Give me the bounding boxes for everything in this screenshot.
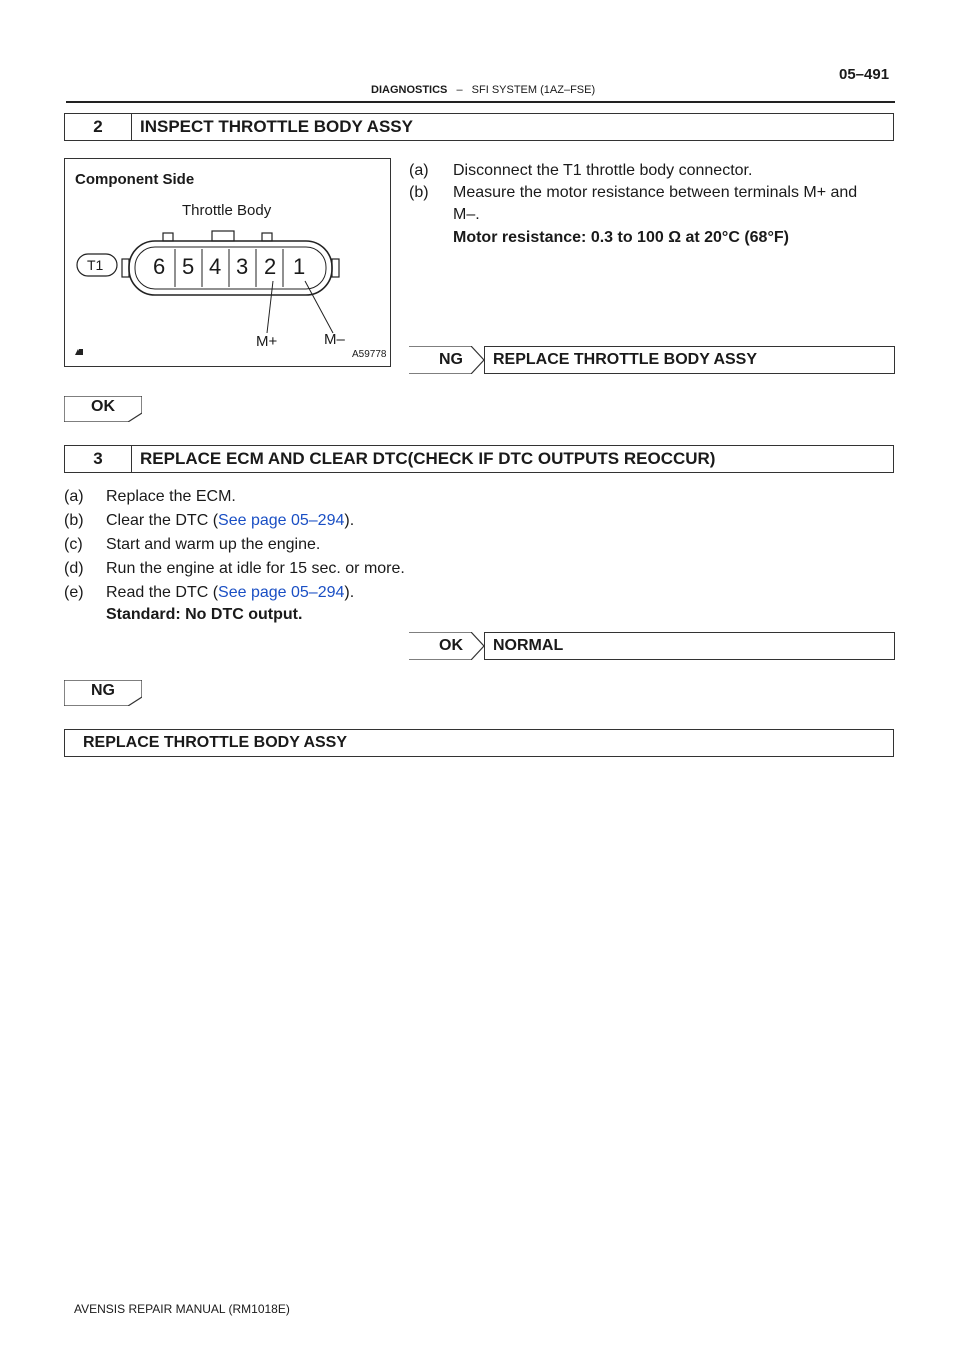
header-rule [66, 101, 895, 103]
step-3-instruction-c: Start and warm up the engine. [106, 536, 321, 553]
step-3-standard: Standard: No DTC output. [106, 606, 303, 623]
page-header-title [371, 84, 595, 96]
ng-result-text: REPLACE THROTTLE BODY ASSY [493, 351, 758, 368]
step-3-instruction-a-marker: (a) [64, 488, 84, 505]
ng-tab-label: NG [91, 682, 115, 699]
step-3-number: 3 [65, 446, 132, 472]
step-2-instruction-a-marker: (a) [409, 162, 429, 179]
step-3-ok-result [409, 632, 895, 660]
step-2-title: INSPECT THROTTLE BODY ASSY [140, 117, 413, 136]
figure-part-label: Throttle Body [182, 202, 272, 219]
ok-tab-label: OK [91, 398, 115, 415]
step-3-ng-tab [64, 680, 142, 706]
header-separator: – [456, 84, 463, 96]
terminal-1: 1 [293, 254, 306, 279]
step-2-ok-tab [64, 396, 142, 422]
step-2-instruction-b-cont: M–. [453, 206, 480, 223]
ok-key: OK [439, 637, 463, 654]
terminal-minus-label: M– [324, 331, 345, 348]
final-action-text: REPLACE THROTTLE BODY ASSY [83, 734, 348, 751]
step-3-title: REPLACE ECM AND CLEAR DTC(CHECK IF DTC OUTPUTS REOCCUR) [140, 449, 716, 468]
step-3-instruction-d-marker: (d) [64, 560, 84, 577]
see-page-link-1[interactable]: See page 05–294 [218, 512, 345, 529]
step-3-instruction-c-marker: (c) [64, 536, 83, 553]
ng-key: NG [439, 351, 463, 368]
step-2-instruction-b-marker: (b) [409, 184, 429, 201]
step-3-instruction-b-marker: (b) [64, 512, 84, 529]
connector-figure [64, 158, 391, 367]
terminal-6: 6 [153, 254, 166, 279]
terminal-5: 5 [182, 254, 195, 279]
terminal-2: 2 [264, 254, 277, 279]
step-2-number: 2 [65, 114, 132, 140]
ok-result-body [484, 632, 895, 660]
step-2-spec: Motor resistance: 0.3 to 100 Ω at 20°C (68°F) [453, 229, 789, 246]
terminal-4: 4 [209, 254, 222, 279]
header-subsection: SFI SYSTEM (1AZ–FSE) [471, 84, 596, 96]
terminal-plus-label: M+ [256, 333, 278, 350]
final-action-box [64, 729, 894, 757]
ok-result-text: NORMAL [493, 637, 564, 654]
header-section: DIAGNOSTICS [371, 84, 448, 96]
step-3-box [64, 445, 894, 473]
see-page-link-2[interactable]: See page 05–294 [218, 584, 345, 601]
step-2-box [64, 113, 894, 141]
ng-result-body [484, 346, 895, 374]
step-3-instruction-d: Run the engine at idle for 15 sec. or more. [106, 560, 405, 577]
step-2-instruction-a: Disconnect the T1 throttle body connector. [453, 162, 753, 179]
figure-caption: Component Side [75, 171, 195, 188]
step-2-instruction-b: Measure the motor resistance between terminals M+ and [453, 184, 858, 201]
terminal-3: 3 [236, 254, 249, 279]
step-3-instruction-e-marker: (e) [64, 584, 84, 601]
step-2-ng-result [409, 346, 895, 374]
connector-id-label: T1 [87, 257, 104, 273]
step-3-instruction-e: Read the DTC (See page 05–294). [106, 584, 355, 601]
figure-id: A59778 [352, 349, 387, 360]
step-3-instruction-a: Replace the ECM. [106, 488, 236, 505]
page-number: 05–491 [839, 66, 890, 83]
step-3-instruction-b: Clear the DTC (See page 05–294). [106, 512, 355, 529]
page-footer: AVENSIS REPAIR MANUAL (RM1018E) [74, 1302, 290, 1316]
